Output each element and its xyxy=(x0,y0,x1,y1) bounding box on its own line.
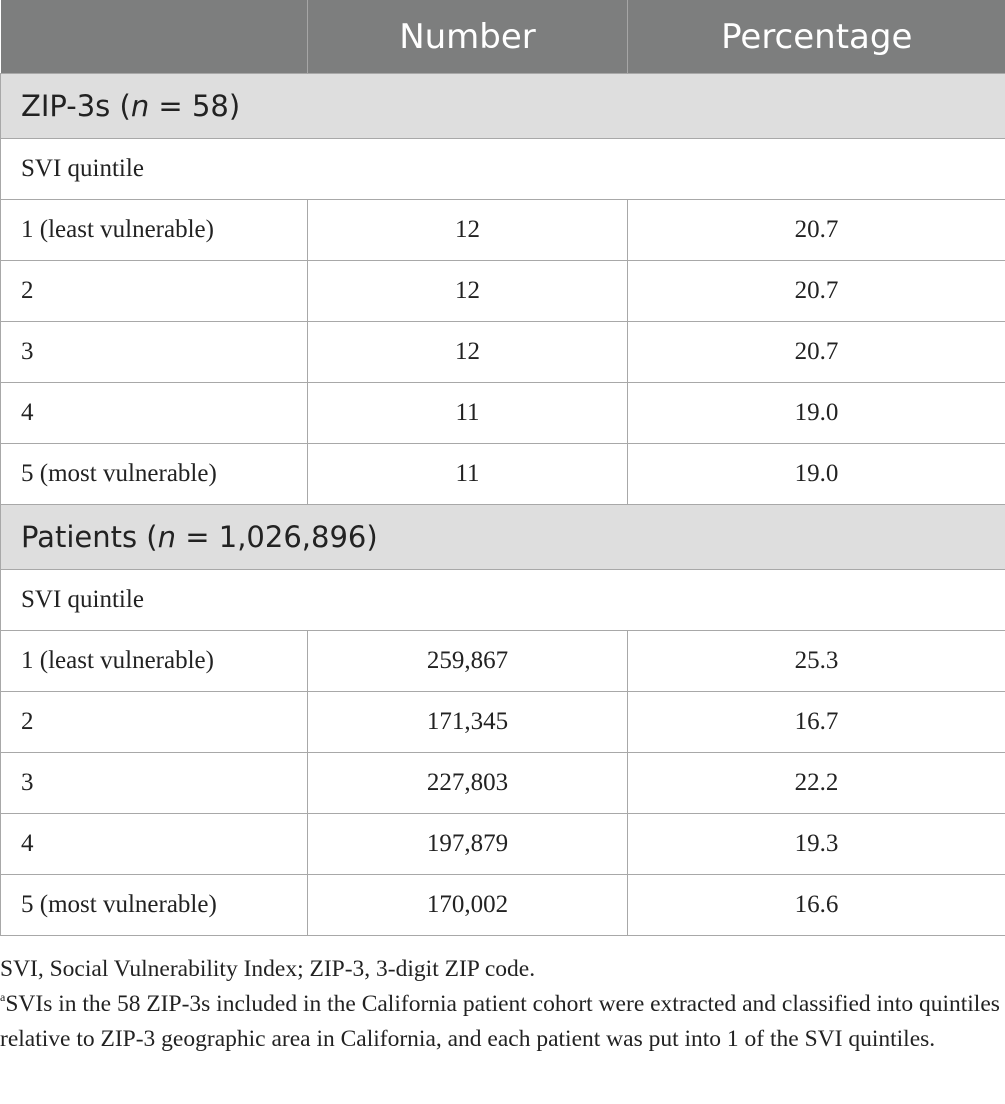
row-label: 1 (least vulnerable) xyxy=(1,631,308,692)
row-label: 5 (most vulnerable) xyxy=(1,875,308,936)
table-footnotes xyxy=(0,952,1005,1057)
row-number: 11 xyxy=(308,444,628,505)
row-label: 2 xyxy=(1,261,308,322)
table-row xyxy=(1,753,1005,814)
row-number: 227,803 xyxy=(308,753,628,814)
row-number: 11 xyxy=(308,383,628,444)
row-number: 12 xyxy=(308,322,628,383)
row-number: 170,002 xyxy=(308,875,628,936)
row-percentage: 19.3 xyxy=(628,814,1005,875)
row-percentage: 20.7 xyxy=(628,322,1005,383)
subheader-row xyxy=(1,570,1005,631)
row-number: 171,345 xyxy=(308,692,628,753)
header-number: Number xyxy=(308,0,628,74)
table-row xyxy=(1,814,1005,875)
row-percentage: 19.0 xyxy=(628,444,1005,505)
row-number: 12 xyxy=(308,261,628,322)
row-percentage: 20.7 xyxy=(628,261,1005,322)
row-number: 12 xyxy=(308,200,628,261)
table-row xyxy=(1,444,1005,505)
row-percentage: 19.0 xyxy=(628,383,1005,444)
section-header-row xyxy=(1,74,1005,139)
row-percentage: 16.7 xyxy=(628,692,1005,753)
note-marker: a xyxy=(0,990,6,1004)
table-row xyxy=(1,383,1005,444)
abbreviations-note: SVI, Social Vulnerability Index; ZIP-3, 3-digit ZIP code. xyxy=(0,956,536,982)
note-text: SVIs in the 58 ZIP-3s included in the California patient cohort were extracted and classified into quintiles relative to ZIP-3 geographic area in California, and each patient was put into 1 of the SVI quintiles. xyxy=(0,991,1000,1052)
row-number: 259,867 xyxy=(308,631,628,692)
row-label: 3 xyxy=(1,322,308,383)
section-title-patients: Patients (n = 1,026,896) xyxy=(1,505,1005,570)
table-row xyxy=(1,200,1005,261)
row-label: 4 xyxy=(1,814,308,875)
row-number: 197,879 xyxy=(308,814,628,875)
table-row xyxy=(1,261,1005,322)
row-label: 2 xyxy=(1,692,308,753)
subheader-row xyxy=(1,139,1005,200)
table-row xyxy=(1,692,1005,753)
row-label: 5 (most vulnerable) xyxy=(1,444,308,505)
section-header-row xyxy=(1,505,1005,570)
row-percentage: 20.7 xyxy=(628,200,1005,261)
table-row xyxy=(1,631,1005,692)
row-label: 4 xyxy=(1,383,308,444)
superscript-note xyxy=(0,987,1005,1057)
subheader-label: SVI quintile xyxy=(1,570,1005,631)
row-percentage: 25.3 xyxy=(628,631,1005,692)
header-row xyxy=(1,0,1005,74)
header-blank xyxy=(1,0,308,74)
section-title-zip3: ZIP-3s (n = 58) xyxy=(1,74,1005,139)
table-row xyxy=(1,875,1005,936)
row-label: 1 (least vulnerable) xyxy=(1,200,308,261)
header-percentage: Percentage xyxy=(628,0,1005,74)
table-row xyxy=(1,322,1005,383)
row-percentage: 22.2 xyxy=(628,753,1005,814)
row-percentage: 16.6 xyxy=(628,875,1005,936)
subheader-label: SVI quintile xyxy=(1,139,1005,200)
row-label: 3 xyxy=(1,753,308,814)
